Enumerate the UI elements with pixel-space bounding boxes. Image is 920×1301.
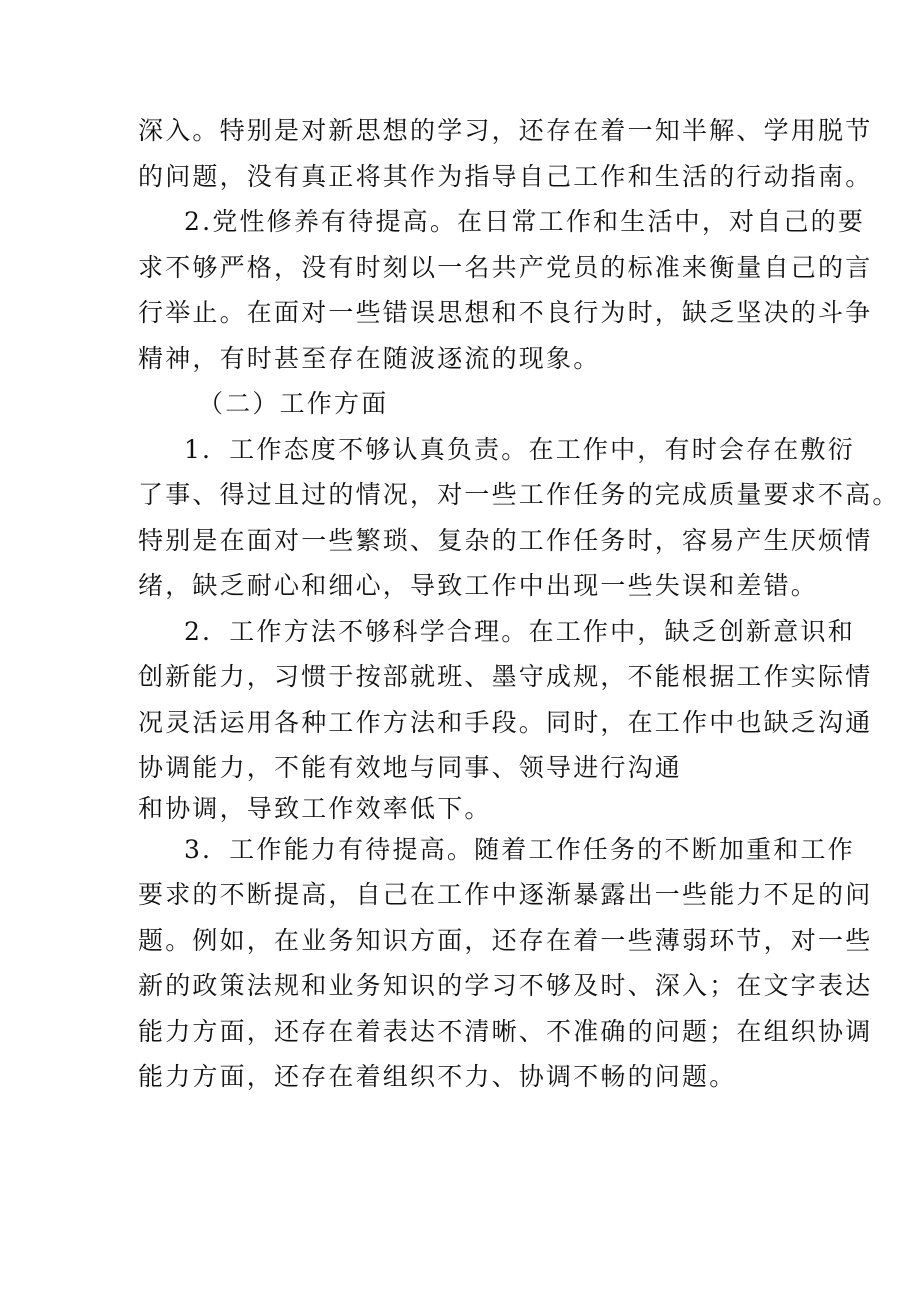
paragraph-line: 行举止。在面对一些错误思想和不良行为时，缺乏坚决的斗争 xyxy=(138,298,873,327)
paragraph-line: 能力方面，还存在着表达不清晰、不准确的问题；在组织协调 xyxy=(138,1016,873,1046)
paragraph-line: 创新能力，习惯于按部就班、墨守成规，不能根据工作实际情 xyxy=(138,662,873,691)
paragraph-line: 的问题，没有真正将其作为指导自己工作和生活的行动指南。 xyxy=(138,161,873,191)
paragraph-line: 精神，有时甚至存在随波逐流的现象。 xyxy=(138,343,601,373)
paragraph-line: 特别是在面对一些繁琐、复杂的工作任务时，容易产生厌烦情 xyxy=(138,525,873,555)
paragraph-line: 2．工作方法不够科学合理。在工作中，缺乏创新意识和 xyxy=(184,616,855,646)
paragraph-line: 绪，缺乏耐心和细心，导致工作中出现一些失误和差错。 xyxy=(138,571,819,600)
paragraph-line: 题。例如，在业务知识方面，还存在着一些薄弱环节，对一些 xyxy=(138,925,873,955)
paragraph-line: 1．工作态度不够认真负责。在工作中，有时会存在敷衍 xyxy=(184,434,855,464)
paragraph-line: 了事、得过且过的情况，对一些工作任务的完成质量要求不高。 xyxy=(138,480,900,509)
paragraph-line: 新的政策法规和业务知识的学习不够及时、深入；在文字表达 xyxy=(138,971,873,1000)
section-heading: （二）工作方面 xyxy=(198,389,389,418)
document-body xyxy=(138,108,900,1100)
paragraph-line: 协调能力，不能有效地与同事、领导进行沟通 xyxy=(138,753,683,782)
paragraph-line: 能力方面，还存在着组织不力、协调不畅的问题。 xyxy=(138,1062,737,1091)
paragraph-line: 2.党性修养有待提高。在日常工作和生活中，对自己的要 xyxy=(184,207,866,236)
paragraph-line: 况灵活运用各种工作方法和手段。同时，在工作中也缺乏沟通 xyxy=(138,707,873,737)
paragraph-line: 3．工作能力有待提高。随着工作任务的不断加重和工作 xyxy=(184,834,855,864)
paragraph-line: 和协调，导致工作效率低下。 xyxy=(138,793,492,823)
paragraph-line: 深入。特别是对新思想的学习，还存在着一知半解、学用脱节 xyxy=(138,116,873,145)
paragraph-line: 求不够严格，没有时刻以一名共产党员的标准来衡量自己的言 xyxy=(138,252,873,282)
paragraph-line: 要求的不断提高，自己在工作中逐渐暴露出一些能力不足的问 xyxy=(138,880,873,909)
